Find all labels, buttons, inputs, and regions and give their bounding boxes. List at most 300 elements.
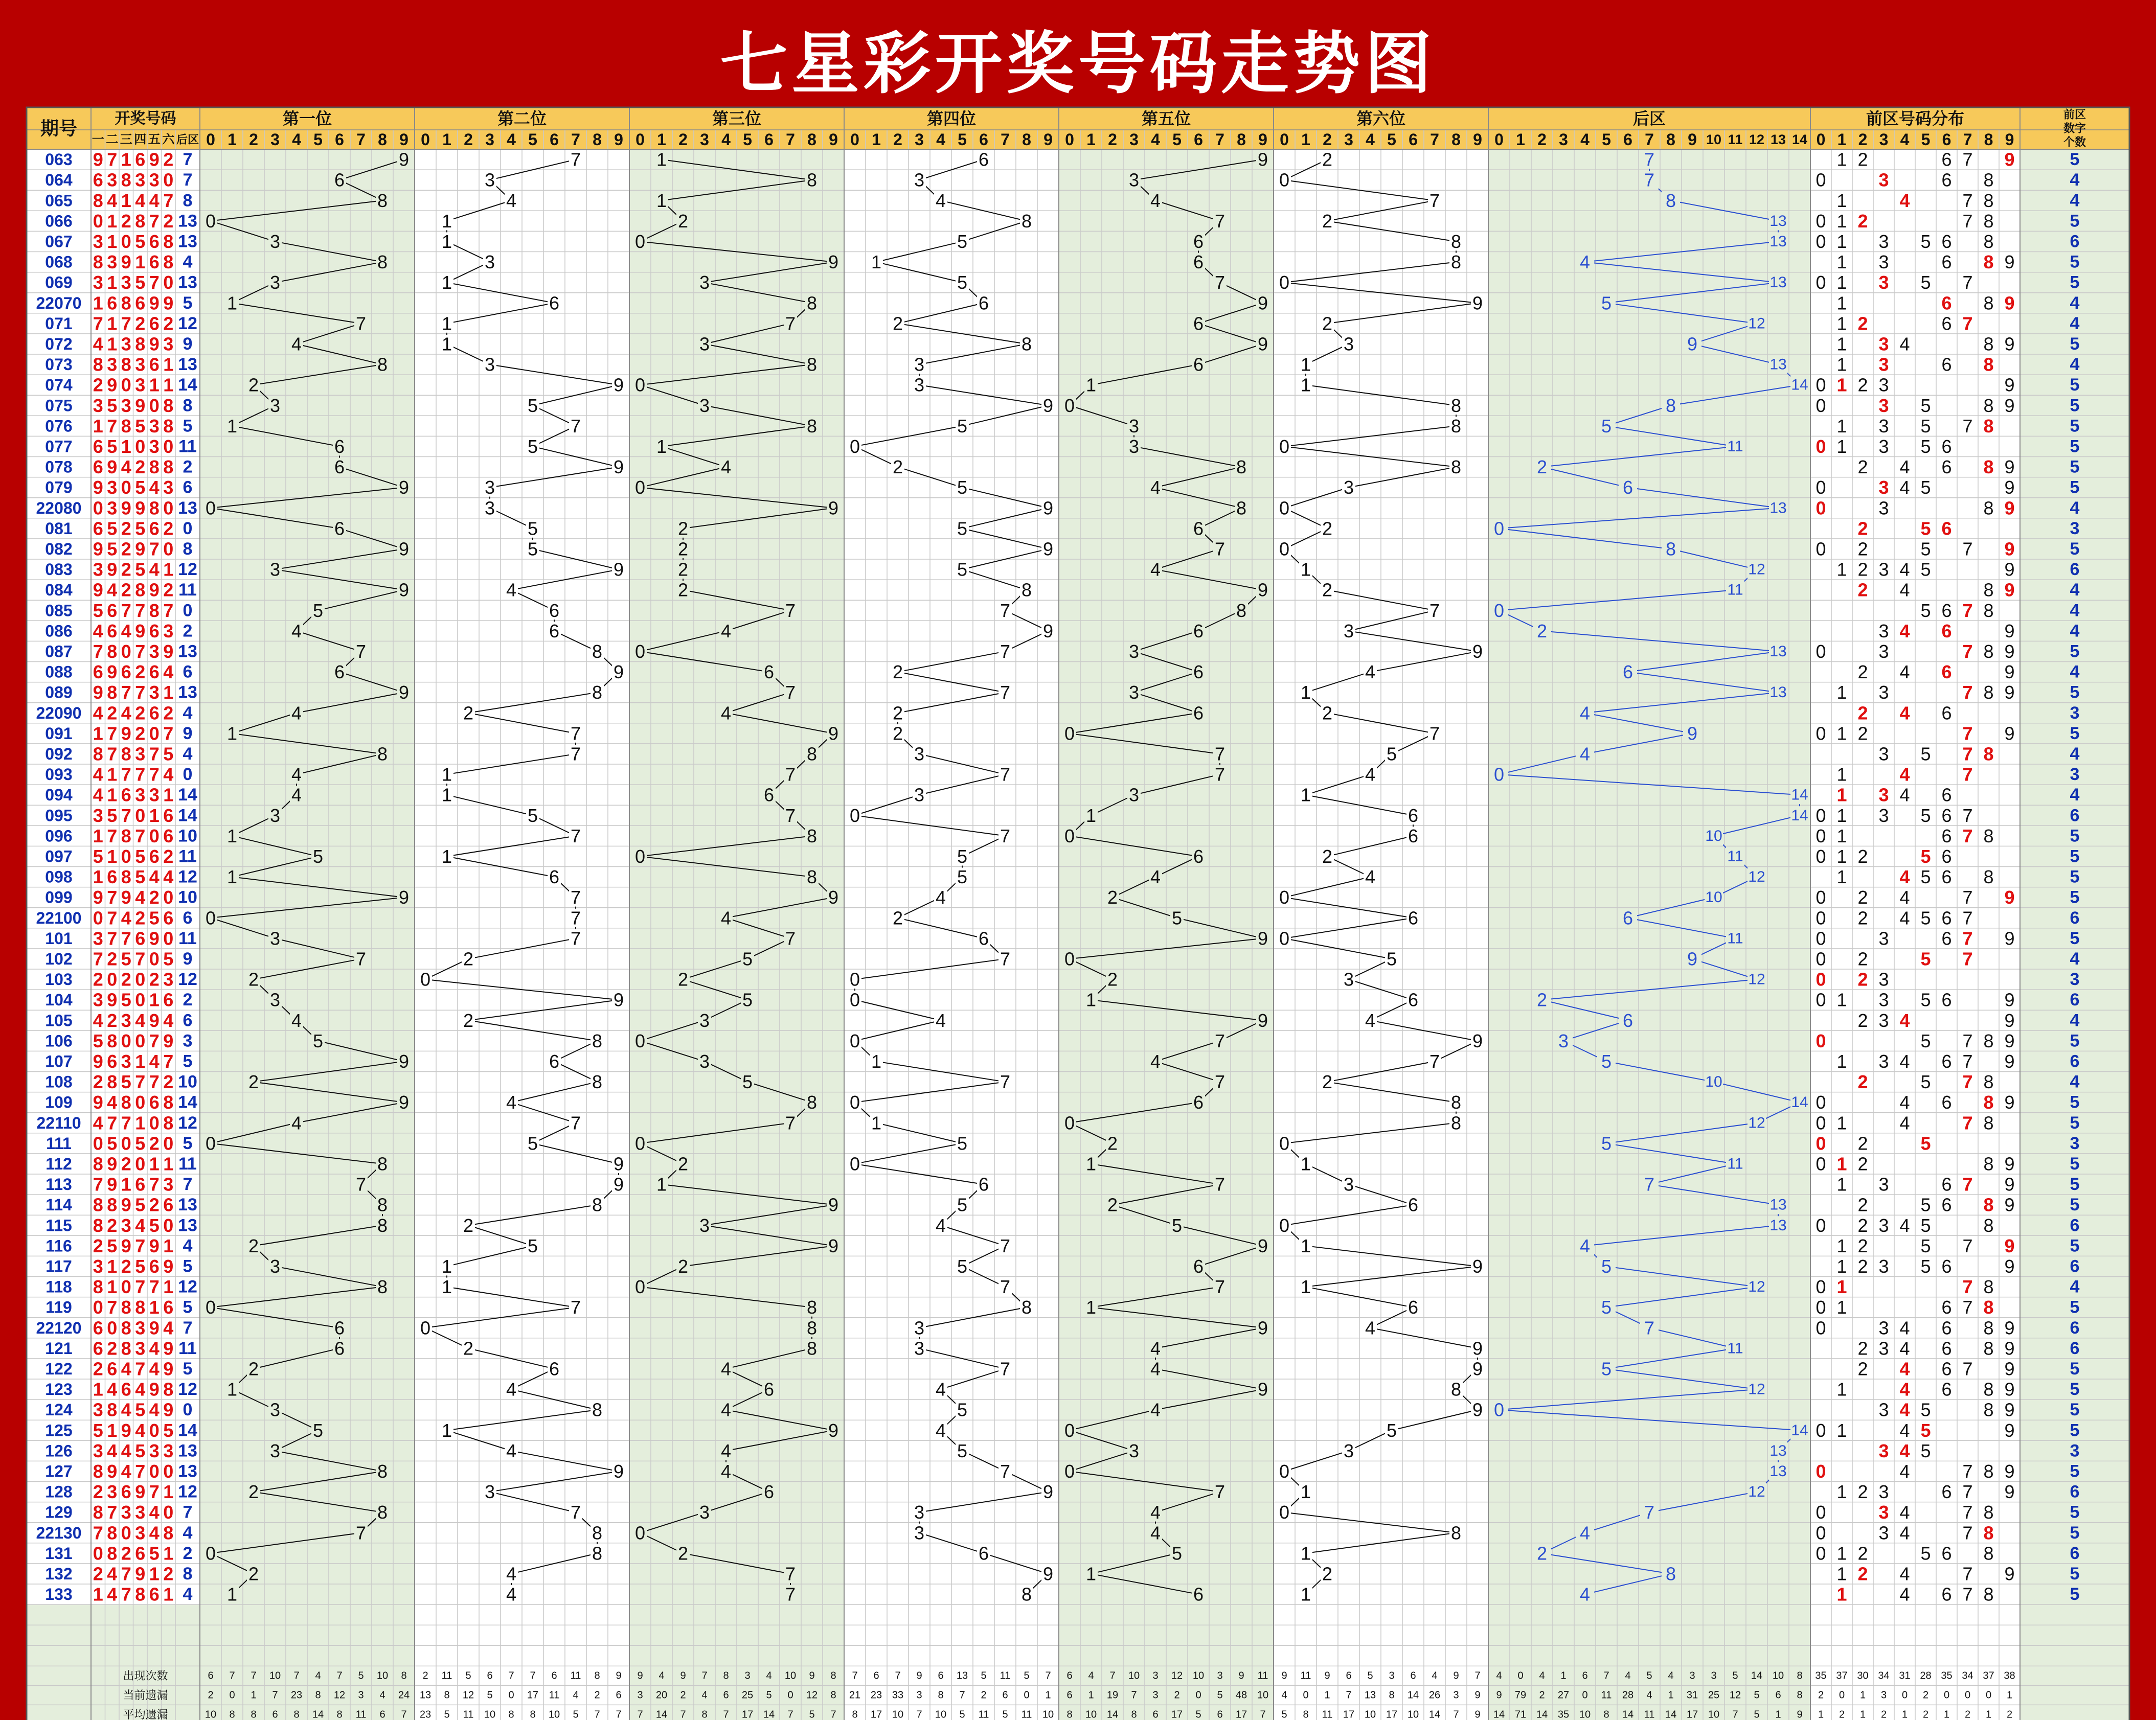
back-zone-point: 12 bbox=[1748, 1483, 1765, 1501]
draw-front-digit: 8 bbox=[121, 1338, 131, 1359]
footer-stat: 8 bbox=[444, 1689, 450, 1701]
draw-front-digit: 8 bbox=[93, 354, 103, 375]
position-point-4: 0 bbox=[849, 969, 860, 990]
distribution-digit: 8 bbox=[1983, 579, 1994, 601]
digit-header: 9 bbox=[829, 130, 838, 149]
issue-number: 103 bbox=[45, 970, 73, 989]
draw-front-digit: 0 bbox=[93, 1297, 103, 1318]
footer-stat: 8 bbox=[830, 1670, 836, 1682]
distinct-count: 3 bbox=[2070, 970, 2080, 990]
footer-stat: 9 bbox=[1474, 1709, 1481, 1720]
position-point-4: 0 bbox=[849, 1092, 860, 1113]
draw-front-digit: 9 bbox=[93, 579, 103, 601]
position-point-4: 2 bbox=[892, 661, 903, 683]
distribution-digit: 2 bbox=[1857, 1153, 1868, 1175]
distribution-digit: 3 bbox=[1878, 989, 1889, 1011]
position-point-6: 0 bbox=[1279, 1214, 1290, 1236]
draw-front-digit: 6 bbox=[93, 456, 103, 478]
position-point-1: 9 bbox=[398, 1050, 410, 1072]
position-point-2: 7 bbox=[570, 149, 581, 170]
digit-header: 7 bbox=[786, 130, 795, 149]
position-point-6: 6 bbox=[1408, 805, 1419, 826]
distribution-digit: 3 bbox=[1878, 497, 1889, 519]
footer-stat: 9 bbox=[1324, 1670, 1330, 1682]
back-zone-point: 6 bbox=[1622, 661, 1633, 683]
draw-front-digit: 7 bbox=[135, 1460, 146, 1482]
distribution-digit: 8 bbox=[1983, 1522, 1994, 1544]
footer-stat: 5 bbox=[1754, 1709, 1760, 1720]
draw-front-digit: 3 bbox=[93, 805, 103, 826]
position-point-5: 7 bbox=[1214, 1030, 1225, 1051]
issue-number: 104 bbox=[45, 991, 73, 1010]
footer-stat: 11 bbox=[355, 1709, 367, 1720]
distribution-digit: 9 bbox=[2004, 497, 2015, 519]
draw-back-number: 12 bbox=[178, 1380, 197, 1400]
draw-front-digit: 2 bbox=[149, 1194, 160, 1216]
draw-back-number: 7 bbox=[183, 150, 193, 170]
distribution-digit: 9 bbox=[2004, 456, 2015, 478]
digit-header: 3 bbox=[1344, 130, 1353, 149]
draw-front-digit: 1 bbox=[163, 374, 174, 396]
position-point-6: 0 bbox=[1279, 1133, 1290, 1154]
position-point-5: 4 bbox=[1150, 1502, 1161, 1523]
draw-front-digit: 9 bbox=[135, 1481, 146, 1503]
issue-number: 096 bbox=[45, 827, 73, 845]
back-zone-point: 5 bbox=[1601, 415, 1612, 437]
distinct-count: 6 bbox=[2070, 990, 2080, 1010]
distribution-digit: 8 bbox=[1983, 415, 1994, 437]
position-point-3: 7 bbox=[785, 1584, 796, 1605]
position-point-1: 9 bbox=[398, 477, 410, 498]
position-point-3: 1 bbox=[656, 149, 667, 170]
distribution-digit: 9 bbox=[2004, 1399, 2015, 1420]
draw-front-digit: 9 bbox=[93, 538, 103, 560]
footer-stat: 1 bbox=[1775, 1709, 1781, 1720]
distribution-digit: 9 bbox=[2004, 149, 2015, 170]
issue-number: 108 bbox=[45, 1072, 73, 1091]
draw-front-digit: 2 bbox=[135, 313, 146, 334]
distribution-digit: 0 bbox=[1815, 231, 1826, 252]
position-point-2: 7 bbox=[570, 1297, 581, 1318]
issue-number: 093 bbox=[45, 765, 73, 784]
back-zone-point: 13 bbox=[1769, 1217, 1787, 1234]
distribution-digit: 2 bbox=[1857, 1563, 1868, 1585]
footer-stat: 1 bbox=[1324, 1689, 1330, 1701]
digit-header: 4 bbox=[292, 130, 301, 149]
back-zone-point: 14 bbox=[1791, 807, 1808, 824]
distribution-digit: 8 bbox=[1983, 1338, 1994, 1359]
draw-front-digit: 3 bbox=[163, 969, 174, 990]
digit-header: 6 bbox=[550, 130, 559, 149]
draw-front-digit: 4 bbox=[121, 456, 131, 478]
back-digit-header: 10 bbox=[1706, 132, 1722, 147]
position-point-4: 5 bbox=[957, 1194, 968, 1216]
issue-number: 128 bbox=[45, 1482, 73, 1501]
draw-front-digit: 1 bbox=[93, 866, 103, 888]
draw-front-digit: 8 bbox=[107, 640, 118, 662]
distribution-digit: 2 bbox=[1857, 1358, 1868, 1380]
distribution-digit: 3 bbox=[1878, 1317, 1889, 1339]
back-zone-point: 9 bbox=[1687, 333, 1698, 355]
back-zone-point: 7 bbox=[1644, 1317, 1655, 1339]
position-point-1: 3 bbox=[269, 928, 281, 949]
draw-back-number: 12 bbox=[178, 560, 197, 580]
footer-stat: 1 bbox=[1943, 1709, 1950, 1720]
draw-front-digit: 5 bbox=[135, 415, 146, 437]
position-point-2: 8 bbox=[592, 1543, 603, 1564]
distribution-digit: 4 bbox=[1899, 190, 1910, 211]
draw-front-digit: 2 bbox=[163, 702, 174, 724]
draw-front-digit: 7 bbox=[107, 1112, 118, 1134]
draw-front-digit: 5 bbox=[149, 1214, 160, 1236]
position-point-1: 8 bbox=[377, 1153, 388, 1175]
draw-front-digit: 4 bbox=[135, 1214, 146, 1236]
draw-front-digit: 5 bbox=[135, 1399, 146, 1420]
footer-stat: 3 bbox=[1152, 1670, 1159, 1682]
footer-stat: 5 bbox=[1646, 1670, 1652, 1682]
position-point-1: 7 bbox=[355, 313, 367, 334]
distribution-digit: 7 bbox=[1962, 723, 1973, 744]
position-point-1: 4 bbox=[291, 333, 302, 355]
footer-stat: 6 bbox=[272, 1709, 278, 1720]
draw-back-number: 14 bbox=[178, 785, 197, 805]
position-point-1: 7 bbox=[355, 1174, 367, 1195]
footer-stat: 5 bbox=[1195, 1709, 1201, 1720]
position-point-1: 8 bbox=[377, 1502, 388, 1523]
position-point-6: 8 bbox=[1450, 1112, 1462, 1134]
back-digit-header: 1 bbox=[1516, 130, 1525, 149]
distinct-count: 5 bbox=[2070, 1380, 2080, 1400]
draw-front-digit: 5 bbox=[107, 395, 118, 416]
draw-front-digit: 6 bbox=[163, 907, 174, 929]
position-point-2: 5 bbox=[527, 435, 538, 457]
distribution-digit: 3 bbox=[1878, 1050, 1889, 1072]
draw-front-digit: 1 bbox=[149, 989, 160, 1011]
position-point-4: 7 bbox=[1000, 764, 1011, 785]
issue-number: 127 bbox=[45, 1462, 73, 1481]
draw-front-digit: 6 bbox=[135, 928, 146, 949]
distribution-digit: 2 bbox=[1857, 1235, 1868, 1256]
position-point-6: 8 bbox=[1450, 415, 1462, 437]
distribution-digit: 1 bbox=[1836, 682, 1847, 703]
draw-front-digit: 6 bbox=[135, 1174, 146, 1195]
issue-number: 117 bbox=[46, 1257, 72, 1276]
position-point-4: 4 bbox=[935, 1010, 946, 1031]
draw-front-digit: 2 bbox=[93, 969, 103, 990]
draw-front-digit: 6 bbox=[121, 661, 131, 683]
draw-front-digit: 1 bbox=[149, 1153, 160, 1175]
draw-front-digit: 0 bbox=[93, 907, 103, 929]
distribution-digit: 1 bbox=[1836, 989, 1847, 1011]
draw-front-digit: 9 bbox=[107, 1174, 118, 1195]
footer-stat: 0 bbox=[1839, 1689, 1845, 1701]
position-point-1: 2 bbox=[248, 1563, 259, 1585]
position-point-4: 7 bbox=[1000, 1358, 1011, 1380]
distribution-digit: 1 bbox=[1836, 333, 1847, 355]
footer-stat: 4 bbox=[766, 1670, 772, 1682]
position-point-6: 3 bbox=[1343, 969, 1354, 990]
position-point-4: 0 bbox=[849, 435, 860, 457]
issue-number: 119 bbox=[46, 1298, 72, 1317]
position-point-5: 9 bbox=[1257, 333, 1268, 355]
draw-front-digit: 5 bbox=[163, 948, 174, 970]
draw-front-digit: 9 bbox=[107, 661, 118, 683]
draw-front-digit: 5 bbox=[135, 845, 146, 867]
distribution-digit: 4 bbox=[1899, 456, 1910, 478]
position-point-6: 1 bbox=[1300, 559, 1311, 580]
position-point-2: 7 bbox=[570, 825, 581, 846]
distribution-digit: 9 bbox=[2004, 477, 2015, 498]
draw-front-digit: 6 bbox=[149, 702, 160, 724]
distinct-count: 4 bbox=[2070, 1277, 2080, 1297]
footer-stat: 34 bbox=[1878, 1670, 1890, 1682]
draw-front-digit: 7 bbox=[149, 1276, 160, 1298]
distinct-count: 5 bbox=[2070, 1359, 2080, 1379]
draw-front-digit: 8 bbox=[93, 190, 103, 211]
distribution-digit: 6 bbox=[1941, 989, 1952, 1011]
draw-front-digit: 2 bbox=[107, 702, 118, 724]
distribution-digit: 4 bbox=[1899, 887, 1910, 908]
position-point-3: 0 bbox=[634, 1522, 646, 1544]
digit-header: 1 bbox=[228, 130, 237, 149]
position-point-1: 0 bbox=[205, 497, 216, 519]
footer-stat: 12 bbox=[462, 1689, 474, 1701]
position-point-2: 9 bbox=[613, 1174, 624, 1195]
distribution-digit: 2 bbox=[1857, 661, 1868, 683]
footer-stat: 8 bbox=[336, 1709, 343, 1720]
distribution-digit: 3 bbox=[1878, 682, 1889, 703]
distribution-digit: 2 bbox=[1857, 907, 1868, 929]
position-point-4: 5 bbox=[957, 1255, 968, 1277]
distribution-digit: 5 bbox=[1920, 477, 1931, 498]
draw-front-digit: 6 bbox=[121, 1481, 131, 1503]
draw-front-digit: 1 bbox=[163, 682, 174, 703]
position-point-5: 4 bbox=[1150, 1358, 1161, 1380]
position-point-5: 9 bbox=[1257, 1317, 1268, 1339]
distribution-digit: 1 bbox=[1836, 1174, 1847, 1195]
issue-number: 107 bbox=[45, 1052, 73, 1071]
position-point-5: 1 bbox=[1085, 989, 1097, 1011]
draw-front-digit: 0 bbox=[163, 1214, 174, 1236]
draw-front-digit: 9 bbox=[107, 1153, 118, 1175]
position-point-2: 1 bbox=[441, 1276, 452, 1298]
draw-front-digit: 2 bbox=[135, 907, 146, 929]
digit-header: 8 bbox=[1237, 130, 1246, 149]
draw-front-digit: 2 bbox=[93, 1071, 103, 1093]
position-point-6: 8 bbox=[1450, 251, 1462, 273]
draw-back-number: 13 bbox=[178, 641, 197, 661]
distribution-digit: 6 bbox=[1941, 1174, 1952, 1195]
distinct-count: 5 bbox=[2070, 846, 2080, 866]
draw-front-digit: 7 bbox=[121, 313, 131, 334]
distribution-digit: 9 bbox=[2004, 1174, 2015, 1195]
distribution-digit: 0 bbox=[1815, 497, 1826, 519]
position-point-3: 2 bbox=[677, 210, 689, 232]
draw-front-digit: 8 bbox=[149, 497, 160, 519]
position-point-2: 8 bbox=[592, 1399, 603, 1420]
footer-stat: 28 bbox=[1920, 1670, 1932, 1682]
distribution-digit: 0 bbox=[1815, 969, 1826, 990]
draw-front-digit: 3 bbox=[107, 354, 118, 375]
distribution-digit: 0 bbox=[1815, 1214, 1826, 1236]
position-point-1: 6 bbox=[334, 456, 345, 478]
position-point-5: 2 bbox=[1107, 1194, 1118, 1216]
draw-front-digit: 2 bbox=[135, 723, 146, 744]
position-point-6: 2 bbox=[1322, 1071, 1333, 1093]
distribution-digit: 6 bbox=[1941, 805, 1952, 826]
footer-stat: 5 bbox=[1217, 1689, 1223, 1701]
digit-header: 4 bbox=[936, 130, 945, 149]
draw-front-digit: 4 bbox=[135, 887, 146, 908]
distribution-digit: 0 bbox=[1815, 1502, 1826, 1523]
position-point-3: 1 bbox=[656, 435, 667, 457]
position-point-5: 7 bbox=[1214, 764, 1225, 785]
position-header: 第五位 bbox=[1141, 109, 1191, 128]
position-point-6: 7 bbox=[1429, 723, 1440, 744]
draw-front-digit: 3 bbox=[93, 1440, 103, 1461]
distribution-digit: 8 bbox=[1983, 1276, 1994, 1298]
distinct-count: 5 bbox=[2070, 1585, 2080, 1604]
distribution-digit: 2 bbox=[1857, 210, 1868, 232]
footer-stat: 4 bbox=[1496, 1670, 1502, 1682]
distribution-digit: 1 bbox=[1836, 149, 1847, 170]
draw-front-digit: 6 bbox=[121, 1379, 131, 1400]
position-point-2: 5 bbox=[527, 1133, 538, 1154]
distribution-digit: 9 bbox=[2004, 682, 2015, 703]
back-zone-point: 13 bbox=[1769, 643, 1787, 660]
footer-stat: 6 bbox=[379, 1709, 385, 1720]
position-point-5: 9 bbox=[1257, 928, 1268, 949]
distribution-digit: 6 bbox=[1941, 825, 1952, 846]
footer-stat: 48 bbox=[1235, 1689, 1247, 1701]
distinct-count: 5 bbox=[2070, 1461, 2080, 1481]
digit-header: 7 bbox=[356, 130, 366, 149]
position-point-3: 5 bbox=[742, 1071, 753, 1093]
distribution-digit: 8 bbox=[1983, 1071, 1994, 1093]
footer-stat: 8 bbox=[251, 1709, 257, 1720]
issue-number: 22070 bbox=[36, 293, 82, 312]
distribution-digit: 8 bbox=[1983, 1297, 1994, 1318]
position-point-4: 8 bbox=[1021, 210, 1032, 232]
footer-stat: 12 bbox=[806, 1689, 818, 1701]
position-point-3: 8 bbox=[806, 743, 818, 765]
draw-back-number: 12 bbox=[178, 1482, 197, 1502]
position-point-2: 3 bbox=[484, 497, 495, 519]
draw-front-digit: 3 bbox=[149, 169, 160, 191]
footer-stat: 71 bbox=[1514, 1709, 1527, 1720]
position-point-6: 1 bbox=[1300, 354, 1311, 375]
footer-stat: 6 bbox=[1775, 1689, 1781, 1701]
distribution-digit: 0 bbox=[1815, 210, 1826, 232]
distribution-digit: 7 bbox=[1962, 1297, 1973, 1318]
draw-back-number: 2 bbox=[183, 457, 193, 477]
digit-header: 1 bbox=[872, 130, 881, 149]
distribution-digit: 1 bbox=[1836, 805, 1847, 826]
draw-front-digit: 6 bbox=[93, 1338, 103, 1359]
position-point-3: 4 bbox=[720, 1460, 732, 1482]
distribution-digit: 6 bbox=[1941, 169, 1952, 191]
draw-front-digit: 7 bbox=[135, 640, 146, 662]
position-point-4: 7 bbox=[1000, 948, 1011, 970]
position-point-1: 6 bbox=[334, 661, 345, 683]
footer-stat: 7 bbox=[272, 1689, 278, 1701]
draw-front-digit: 8 bbox=[93, 1214, 103, 1236]
footer-stat: 10 bbox=[376, 1670, 389, 1682]
draw-front-digit: 4 bbox=[163, 764, 174, 785]
position-point-5: 1 bbox=[1085, 1563, 1097, 1585]
distribution-digit: 6 bbox=[1941, 1050, 1952, 1072]
digit-header: 7 bbox=[1001, 130, 1010, 149]
distribution-digit: 0 bbox=[1815, 272, 1826, 293]
distribution-digit: 6 bbox=[1941, 1584, 1952, 1605]
position-point-6: 0 bbox=[1279, 928, 1290, 949]
draw-front-digit: 5 bbox=[107, 1235, 118, 1256]
position-point-6: 5 bbox=[1386, 1419, 1397, 1441]
issue-number: 129 bbox=[45, 1503, 73, 1522]
distribution-digit: 8 bbox=[1983, 190, 1994, 211]
position-point-6: 3 bbox=[1343, 477, 1354, 498]
back-zone-point: 2 bbox=[1536, 1543, 1548, 1564]
position-point-3: 7 bbox=[785, 1112, 796, 1134]
footer-stat: 6 bbox=[1152, 1709, 1159, 1720]
position-point-5: 5 bbox=[1171, 907, 1183, 929]
distribution-digit: 0 bbox=[1815, 477, 1826, 498]
position-point-4: 9 bbox=[1042, 1563, 1054, 1585]
draw-front-digit: 4 bbox=[149, 190, 160, 211]
position-point-2: 7 bbox=[570, 887, 581, 908]
distribution-digit: 6 bbox=[1941, 292, 1952, 314]
distribution-digit: 5 bbox=[1920, 1030, 1931, 1051]
footer-stat: 10 bbox=[269, 1670, 281, 1682]
position-point-2: 1 bbox=[441, 272, 452, 293]
distribution-digit: 3 bbox=[1878, 1522, 1889, 1544]
position-point-2: 1 bbox=[441, 1419, 452, 1441]
position-point-3: 4 bbox=[720, 702, 732, 724]
position-point-3: 2 bbox=[677, 1255, 689, 1277]
position-point-5: 6 bbox=[1193, 313, 1204, 334]
distribution-digit: 6 bbox=[1941, 456, 1952, 478]
draw-front-digit: 2 bbox=[93, 1563, 103, 1585]
digit-header: 7 bbox=[571, 130, 580, 149]
distribution-digit: 7 bbox=[1962, 1502, 1973, 1523]
position-point-6: 7 bbox=[1429, 190, 1440, 211]
draw-front-digit: 1 bbox=[163, 1584, 174, 1605]
position-point-1: 3 bbox=[269, 1440, 281, 1461]
distribution-digit: 2 bbox=[1857, 518, 1868, 539]
distinct-count: 5 bbox=[2070, 641, 2080, 661]
position-point-5: 7 bbox=[1214, 1071, 1225, 1093]
distribution-digit: 9 bbox=[2004, 395, 2015, 416]
footer-stat: 5 bbox=[1732, 1670, 1738, 1682]
distribution-digit: 2 bbox=[1857, 456, 1868, 478]
back-zone-point: 14 bbox=[1791, 1094, 1808, 1111]
footer-stat: 2 bbox=[422, 1670, 428, 1682]
position-point-5: 9 bbox=[1257, 1235, 1268, 1256]
draw-front-digit: 9 bbox=[121, 497, 131, 519]
distribution-digit: 1 bbox=[1836, 1419, 1847, 1441]
draw-front-digit: 1 bbox=[93, 292, 103, 314]
distribution-digit: 7 bbox=[1962, 1235, 1973, 1256]
draw-front-digit: 8 bbox=[135, 210, 146, 232]
distribution-digit: 7 bbox=[1962, 743, 1973, 765]
position-point-4: 3 bbox=[914, 1502, 925, 1523]
draw-front-digit: 1 bbox=[107, 845, 118, 867]
distribution-header: 前区号码分布 bbox=[1866, 109, 1965, 128]
distribution-digit: 7 bbox=[1962, 805, 1973, 826]
footer-stat: 7 bbox=[637, 1709, 643, 1720]
distribution-digit: 5 bbox=[1920, 559, 1931, 580]
position-point-1: 2 bbox=[248, 1481, 259, 1503]
